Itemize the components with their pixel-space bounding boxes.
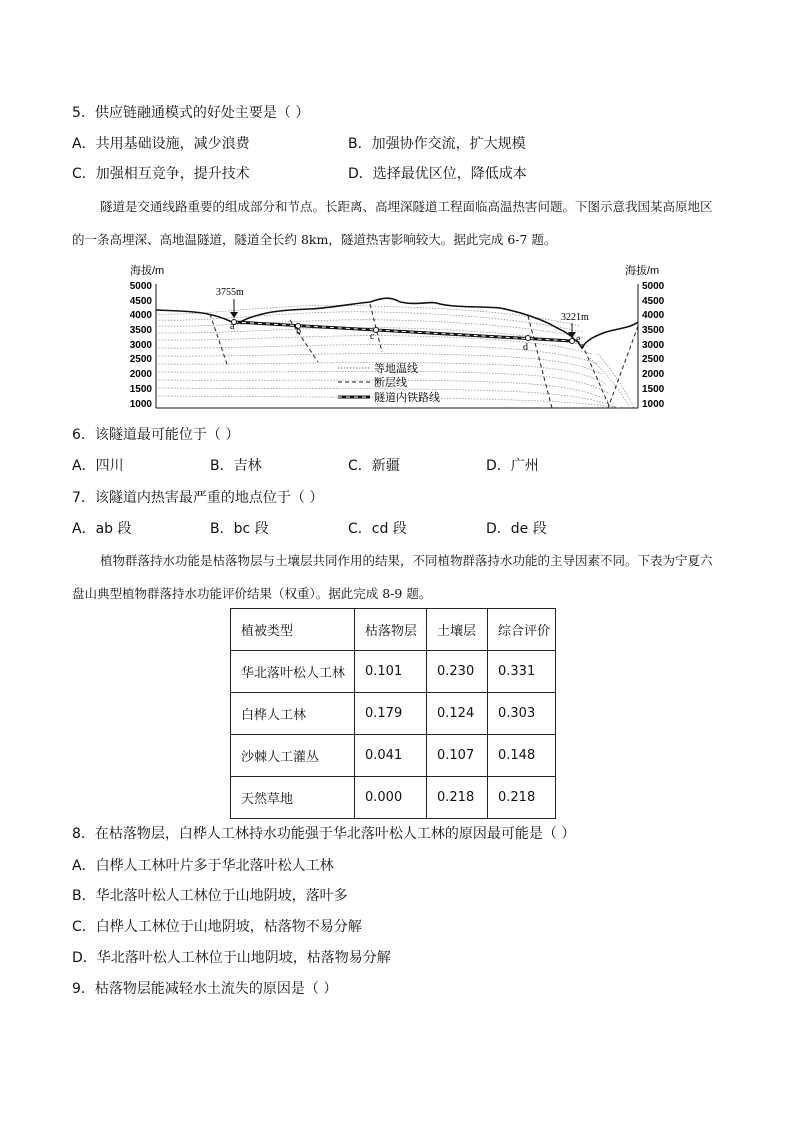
left-tick-4500: 4500 <box>129 296 152 307</box>
right-tick-1500: 1500 <box>642 384 665 395</box>
q6-stem: 6．该隧道最可能位于（ ） <box>72 427 240 443</box>
tunnel-profile-figure <box>120 262 680 412</box>
q8-option-c: C．白桦人工林位于山地阴坡，枯落物不易分解 <box>72 919 362 935</box>
right-tick-2500: 2500 <box>642 354 665 365</box>
intro-2-line-1: 植物群落持水功能是枯落物层与土壤层共同作用的结果，不同植物群落持水功能的主导因素不同。下 <box>100 553 651 568</box>
q9-stem: 9．枯落物层能减轻水土流失的原因是（ ） <box>72 981 338 997</box>
q5-option-b: B．加强协作交流，扩大规模 <box>348 136 526 152</box>
q6-option-a: A．四川 <box>72 458 124 474</box>
point-d-label: d <box>523 342 528 353</box>
table-header-cell: 综合评价 <box>488 609 556 651</box>
point-e-marker <box>570 339 575 344</box>
legend-fault-label: 断层线 <box>374 376 407 389</box>
q7-option-b: B．bc 段 <box>210 521 269 537</box>
right-tick-4000: 4000 <box>642 310 665 321</box>
table-header-cell: 植被类型 <box>231 609 355 651</box>
left-tick-1500: 1500 <box>129 384 152 395</box>
table-header-cell: 土壤层 <box>427 609 488 651</box>
table-cell: 0.179 <box>355 693 427 735</box>
q8-option-a: A．白桦人工林叶片多于华北落叶松人工林 <box>72 858 334 874</box>
point-a-label: a <box>230 321 235 332</box>
q8-option-d: D．华北落叶松人工林位于山地阴坡，枯落物易分解 <box>72 950 391 966</box>
table-cell: 0.107 <box>427 735 488 777</box>
left-tick-3500: 3500 <box>129 325 152 336</box>
table-row <box>231 777 556 819</box>
intro-paragraph-2 <box>72 544 722 610</box>
left-tick-3000: 3000 <box>129 340 152 351</box>
table-cell: 0.124 <box>427 693 488 735</box>
table-cell: 0.041 <box>355 735 427 777</box>
q5-option-a: A．共用基础设施，减少浪费 <box>72 136 250 152</box>
q7-option-d: D．de 段 <box>486 521 547 537</box>
table-cell: 0.000 <box>355 777 427 819</box>
legend <box>338 361 440 404</box>
table-header-row <box>231 609 556 651</box>
table-row <box>231 693 556 735</box>
q7-option-a: A．ab 段 <box>72 521 132 537</box>
left-tick-2000: 2000 <box>129 369 152 380</box>
right-axis-title: 海拔/m <box>625 265 660 277</box>
q6-option-c: C．新疆 <box>348 458 400 474</box>
left-tick-2500: 2500 <box>129 354 152 365</box>
intro-1-line-1: 隧道是交通线路重要的组成部分和节点。长距离、高埋深隧道工程面临高温热害问题。下图示意我国 <box>100 199 651 214</box>
q8-option-b: B．华北落叶松人工林位于山地阴坡，落叶多 <box>72 888 348 904</box>
table-header-cell: 枯落物层 <box>355 609 427 651</box>
intro-1-line-2: 某高原地区的一条高埋深、高地温隧道，隧道全长约 8km，隧道热害影响较大。据此完成 6-7 题。 <box>72 199 713 247</box>
point-d-marker <box>526 336 531 341</box>
table-cell: 华北落叶松人工林 <box>231 651 355 693</box>
point-e-label: e <box>576 334 581 345</box>
point-a-arrow-head <box>230 312 238 318</box>
q5-option-d: D．选择最优区位，降低成本 <box>348 166 527 182</box>
q7-option-c: C．cd 段 <box>348 521 407 537</box>
right-tick-3000: 3000 <box>642 340 665 351</box>
left-tick-4000: 4000 <box>129 310 152 321</box>
left-tick-5000: 5000 <box>129 281 152 292</box>
legend-isotherm-label: 等地温线 <box>374 362 418 375</box>
q7-stem: 7．该隧道内热害最严重的地点位于（ ） <box>72 490 324 506</box>
right-tick-2000: 2000 <box>642 369 665 380</box>
table-cell: 0.218 <box>488 777 556 819</box>
q6-option-b: B．吉林 <box>210 458 262 474</box>
point-c-label: c <box>370 331 375 342</box>
table-row <box>231 735 556 777</box>
point-e-elevation: 3221m <box>561 312 589 323</box>
table-cell: 0.101 <box>355 651 427 693</box>
right-tick-1000: 1000 <box>642 399 665 410</box>
left-tick-1000: 1000 <box>129 399 152 410</box>
vegetation-water-table <box>230 608 556 819</box>
q5-option-c: C．加强相互竞争，提升技术 <box>72 166 250 182</box>
q6-option-d: D．广州 <box>486 458 539 474</box>
point-a-elevation: 3755m <box>216 287 244 298</box>
table-cell: 0.331 <box>488 651 556 693</box>
table-cell: 0.230 <box>427 651 488 693</box>
q5-stem: 5．供应链融通模式的好处主要是（ ） <box>72 105 310 121</box>
table-cell: 0.303 <box>488 693 556 735</box>
q8-stem: 8．在枯落物层，白桦人工林持水功能强于华北落叶松人工林的原因最可能是（ ） <box>72 826 576 842</box>
right-tick-3500: 3500 <box>642 325 665 336</box>
right-tick-5000: 5000 <box>642 281 665 292</box>
legend-railway-label: 隧道内铁路线 <box>374 391 440 404</box>
right-tick-4500: 4500 <box>642 296 665 307</box>
left-axis-title: 海拔/m <box>130 265 165 277</box>
table-cell: 沙棘人工灌丛 <box>231 735 355 777</box>
table-cell: 天然草地 <box>231 777 355 819</box>
table-cell: 白桦人工林 <box>231 693 355 735</box>
table-row <box>231 651 556 693</box>
intro-paragraph-1 <box>72 190 722 256</box>
table-cell: 0.148 <box>488 735 556 777</box>
intro-2-line-2: 表为宁夏六盘山典型植物群落持水功能评价结果（权重）。据此完成 8-9 题。 <box>72 553 713 601</box>
point-b-label: b <box>296 326 301 337</box>
table-cell: 0.218 <box>427 777 488 819</box>
